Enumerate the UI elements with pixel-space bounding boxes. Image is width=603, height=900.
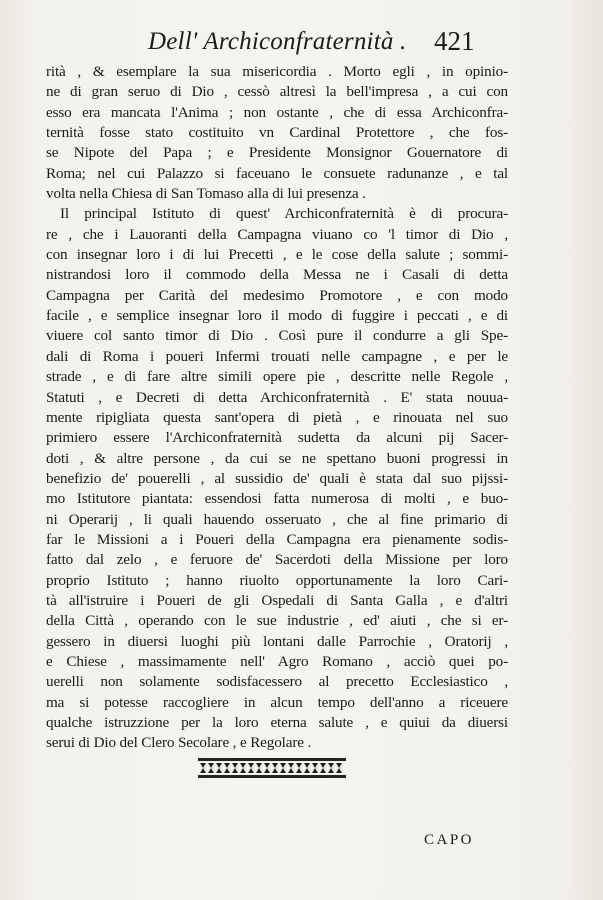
text-line: se Nipote del Papa ; e Presidente Monsignor Gouernatore di <box>46 144 508 162</box>
text-line: ma si potesse raccogliere in alcun tempo dell'anno a riceuere <box>46 693 508 711</box>
text-line: strade , e di fare altre simili opere pie , descritte nelle Regole , <box>46 368 508 386</box>
text-line: viuere col santo timor di Dio . Così pure il condurre a gli Spe- <box>46 327 508 345</box>
text-line: uerelli non solamente sodisfacessero al precetto Ecclesiastico , <box>46 673 508 691</box>
text-line: proprio Istituto ; hanno riuolto opportunamente la loro Cari- <box>46 571 508 589</box>
text-line: re , che i Lauoranti della Campagna viuano co 'l timor di Dio , <box>46 225 508 243</box>
text-line: gessero in diuersi luoghi più lontani dalle Parrochie , Oratorij , <box>46 632 508 650</box>
text-line: fatto dal zelo , e feruore de' Sacerdoti della Missione per loro <box>46 551 508 569</box>
text-line: primiero essere l'Archiconfraternità sudetta da alcuni pij Sacer- <box>46 429 508 447</box>
printer-ornament <box>196 755 348 781</box>
text-line: tà all'istruire i Poueri de gli Ospedali di Santa Galla , e d'altri <box>46 591 508 609</box>
text-line: della Città , operando con le sue industrie , ed' aiuti , che si er- <box>46 612 508 630</box>
text-line: mo Istitutore piantata: essendosi fatta numerosa di molti , e buo- <box>46 490 508 508</box>
page-number: 421 <box>434 26 475 56</box>
text-line: Il principal Istituto di quest' Archiconfraternità è di procura- <box>60 205 508 223</box>
body-text <box>46 62 508 754</box>
text-line: facile , e semplice insegnar loro il modo di fuggire i peccati , e di <box>46 307 508 325</box>
text-line: rità , & esemplare la sua misericordia . Morto egli , in opinio- <box>46 63 508 80</box>
catchword: CAPO <box>424 832 475 848</box>
text-line: volta nella Chiesa di San Tomaso alla di lui presenza . <box>46 185 366 203</box>
text-line: nistrandosi loro il commodo della Messa ne i Casali di detta <box>46 266 508 284</box>
text-line: e Chiese , massimamente nell' Agro Romano , acciò quei po- <box>46 652 508 670</box>
text-line: Campagna per Carità del medesimo Promotore , e con modo <box>46 286 508 304</box>
text-line: esso era mancata l'Anima ; non ostante , che di essa Archiconfra- <box>46 103 508 121</box>
text-line: Roma; nel cui Palazzo si faceuano le consuete radunanze , e tal <box>46 164 508 182</box>
text-line: dali di Roma i poueri Infermi trouati nelle campagne , e per le <box>46 347 508 365</box>
text-line: con insegnar loro i di lui Precetti , e le cose della salute ; sommi- <box>46 246 508 264</box>
text-line: Statuti , e Decreti di detta Archiconfraternità . E' stata nouua- <box>46 388 508 406</box>
text-line: doti , & altre persone , da cui se ne spettano buoni progressi in <box>46 449 508 467</box>
text-line: mente ripigliata questa sant'opera di pietà , e rinouata nel suo <box>46 408 508 426</box>
text-line: ni Operarij , li quali hauendo osseruato , che al fine primario di <box>46 510 508 528</box>
text-line: ternità fosse stato costituito vn Cardinal Protettore , che fos- <box>46 124 508 142</box>
text-line: qualche istruzzione per la loro eterna salute , e quiui da diuersi <box>46 714 508 731</box>
text-line: serui di Dio del Clero Secolare , e Regolare . <box>46 734 312 752</box>
running-title: Dell' Archiconfraternità . <box>148 28 407 55</box>
page-header <box>148 28 508 56</box>
text-line: far le Missioni a i Poueri della Campagna era pienamente sodis- <box>46 530 508 548</box>
text-line: ne di gran seruo di Dio , cessò altresì la bell'impresa , a cui con <box>46 83 508 101</box>
text-line: benefizio de' pouerelli , al sussidio de' quali è stata dal suo pijssi- <box>46 469 508 487</box>
